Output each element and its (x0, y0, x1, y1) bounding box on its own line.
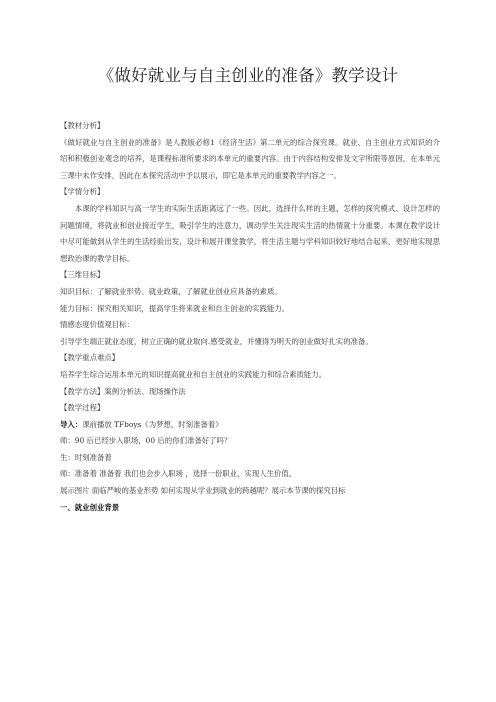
dialogue-line-2: 生：时刻准备着 (60, 452, 112, 462)
dialogue-line-3: 师：准备着 准备着 我们也会步入职场 ，选择一份职业，实现人生价值。 (60, 469, 297, 479)
goals-values-text: 引导学生端正就业态度，树立正确的就业取向.感受就业，并懂得为明天的创业做好扎实的准备。 (60, 336, 373, 346)
goals-ability: 能力目标：探究相关知识，提高学生将来就业和自主创业的实践能力。 (60, 303, 290, 313)
analysis-heading: 【教材分析】 (60, 121, 105, 130)
section-one-heading: 一、就业创业背景 (60, 502, 120, 512)
methods-line (60, 384, 440, 401)
students-heading: 【学情分析】 (60, 187, 105, 197)
process-intro (60, 417, 440, 434)
methods-text: 案例分析法、现场操作法 (104, 386, 186, 396)
goals-values-heading: 情感态度价值观目标： (60, 320, 134, 330)
document-body (60, 118, 440, 516)
analysis-text: 《做好就业与自主创业的准备》是人教版必修1《经济生活》第二单元的综合探究课。就业、自主创业方式知识的介绍和积极创业观念的培养，是课程标准所要求的本单元的重要内容。由于内容结构安排及文字所限等原因，在本单元三课中未作安排，因此在本探究活动中予以展示，即它是本单元的重要教学内容之一。 (60, 137, 440, 180)
students-text: 本课的学科知识与高一学生的实际生活距离远了一些。因此，选择什么样的主题、怎样的探究模式、设计怎样的问题情境，将就业和创业接近学生，吸引学生的注意力，调动学生关注现实生活的热情就十分重要。本课在教学设计中尽可能做到从学生的生活经验出发，设计和展开课堂教学，将生活主题与学科知识较好地结合起来，更好地实现思想政治课的教学目标。 (60, 203, 440, 263)
intro-label: 导入： (60, 419, 83, 429)
goals-knowledge: 知识目标：了解就业形势、就业政策，了解就业创业应具备的素质。 (60, 286, 282, 296)
methods-heading: 【教学方法】 (60, 386, 105, 396)
intro-text: 课前播放 TFboys《为梦想，时刻准备着》 (82, 419, 223, 429)
key-points-heading: 【教学重点难点】 (60, 353, 120, 363)
dialogue-line-4: 展示图片 面临严峻的基业形势 如何实现从学业到就业的跨越呢？展示本节课的探究目标 (60, 486, 346, 496)
document-title: 《做好就业与自主创业的准备》教学设计 (97, 66, 399, 85)
dialogue-line-1: 师：90 后已经步入职场，00 后的你们准备好了吗？ (60, 436, 232, 446)
process-heading: 【教学过程】 (60, 403, 105, 413)
goals-heading: 【三维目标】 (60, 270, 105, 280)
key-points-text: 培养学生综合运用本单元的知识提高就业和自主创业的实践能力和综合素质能力。 (60, 369, 327, 379)
